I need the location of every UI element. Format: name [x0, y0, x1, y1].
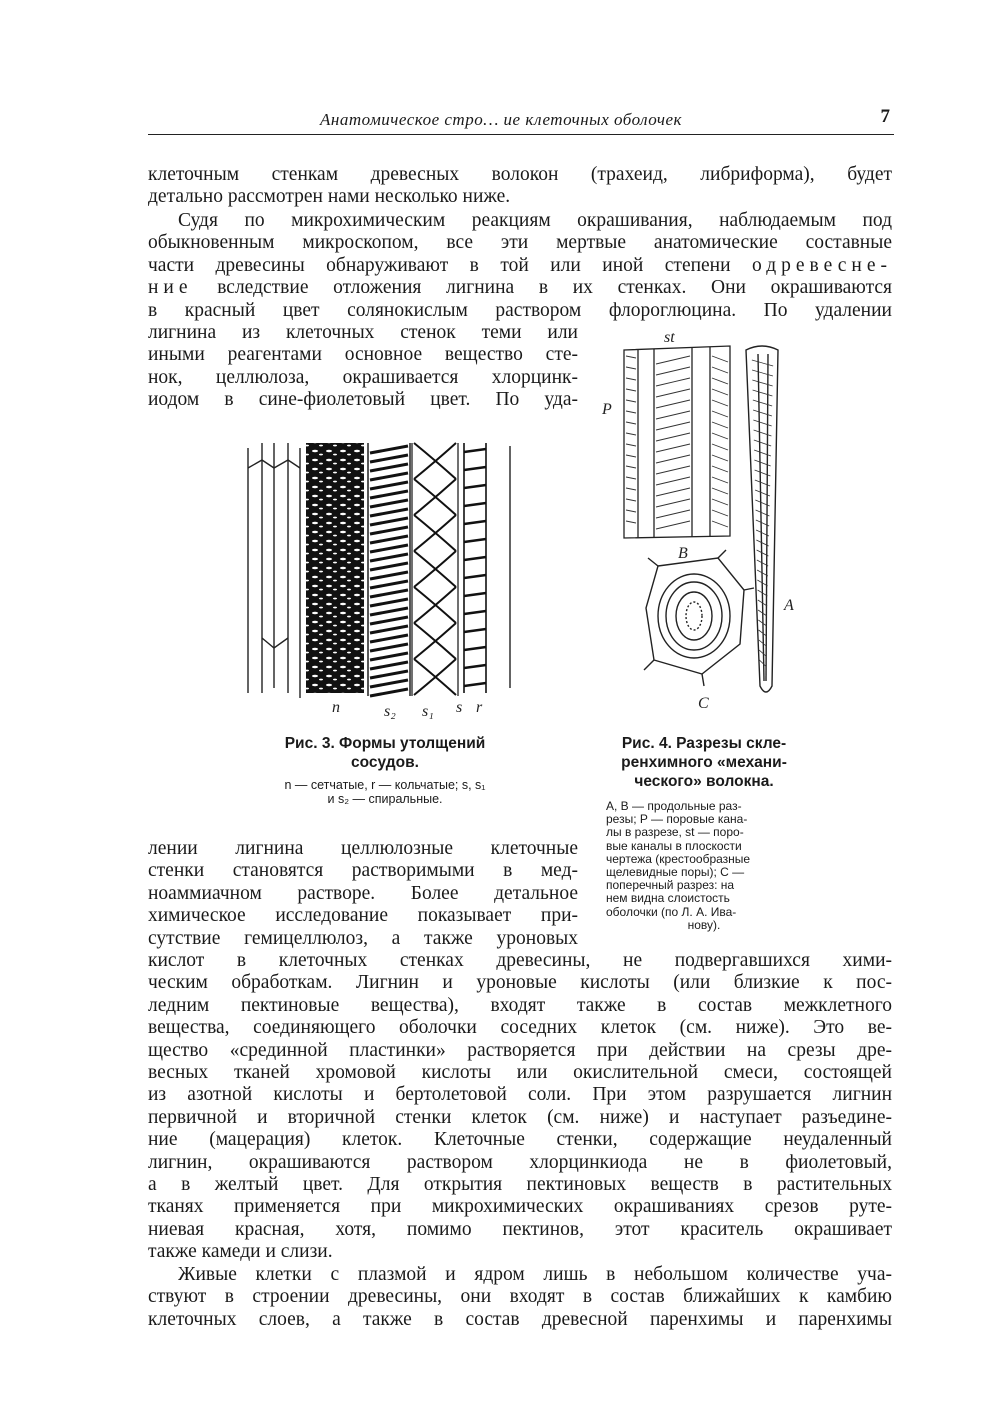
- pore-line: [712, 400, 728, 406]
- text-line: иодом в сине-фиолетовый цвет. По уда-: [148, 389, 578, 411]
- spiral-coil: [370, 617, 408, 624]
- caption-legend-line: n — сетчатые, r — кольчатые; s, s₁: [284, 778, 486, 792]
- paragraph-2-narrow: [148, 322, 578, 412]
- pore-line: [656, 466, 690, 474]
- pore-line: [656, 477, 690, 485]
- fiber-pore: [754, 460, 770, 466]
- caption-legend-line: поперечный разрез: на: [606, 878, 735, 893]
- pore-line: [712, 389, 728, 395]
- fiber-pore: [759, 640, 766, 646]
- text-line: лении лигнина целлюлозные клеточные: [148, 838, 578, 859]
- annular-ring: [464, 683, 486, 686]
- pore-line: [626, 499, 636, 501]
- pore-line: [712, 422, 728, 428]
- pore-line: [656, 444, 690, 452]
- caption-line: ренхимного «механи-: [621, 754, 787, 771]
- text-line: лигнин, окрашиваются раствором хлорцинкиода не в фиолетовый,: [148, 1151, 892, 1173]
- fiber-pore: [753, 390, 773, 396]
- pore-line: [626, 411, 636, 413]
- pore-line: [712, 367, 728, 373]
- annular-ring: [464, 539, 486, 542]
- pore-line: [626, 521, 636, 523]
- text-line: ноаммиачном растворе. Более детальное: [148, 882, 578, 904]
- text-line: детально рассмотрен нами несколько ниже.: [148, 186, 511, 208]
- pore-line: [626, 488, 636, 490]
- text-segment: части древесины обнаруживают в той или иной степени: [148, 254, 731, 276]
- text-line: из азотной кислоты и бертолетовой соли. При этом разрушается лигнин: [148, 1084, 892, 1106]
- pore-line: [626, 510, 636, 512]
- caption-line: сосудов.: [351, 754, 419, 771]
- spiral-coil: [370, 509, 408, 516]
- spiral-coil: [370, 545, 408, 552]
- annular-ring: [464, 647, 486, 650]
- spiral-coil: [370, 653, 408, 660]
- pore-line: [656, 455, 690, 463]
- text-line: [148, 277, 892, 299]
- spiral-coil: [370, 671, 408, 678]
- text-line: ледним пектиновые вещества), входят также в состав межклетного: [148, 994, 892, 1016]
- pore-line: [712, 444, 728, 450]
- pore-line: [712, 378, 728, 384]
- text-segment: вследствие отложения лигнина в их стенках. Они окрашиваются: [217, 277, 892, 299]
- text-line: тканях применяется при микрохимических окрашиваниях срезов руте-: [148, 1196, 892, 1218]
- spiral-coil: [370, 500, 408, 507]
- pore-line: [626, 444, 636, 446]
- paragraph-2: [148, 210, 892, 322]
- pore-line: [626, 356, 636, 358]
- pore-canals: [626, 356, 728, 529]
- pore-line: [656, 499, 690, 507]
- pore-line: [712, 455, 728, 461]
- annular-rings: [464, 449, 486, 686]
- fiber-pore: [753, 410, 772, 416]
- text-line: нок, целлюлоза, окрашивается хлорцинк-: [148, 366, 578, 388]
- page-number: 7: [880, 106, 890, 127]
- pore-line: [626, 455, 636, 457]
- text-line: ние (мацерация) клеток. Клеточные стенки, содержащие неудаленный: [148, 1129, 892, 1151]
- text-line: клеточных слоев, а также в состав древесной паренхимы и паренхимы: [148, 1308, 892, 1330]
- pore-line: [656, 400, 690, 408]
- spiral-coil: [370, 635, 408, 642]
- pore-line: [626, 389, 636, 391]
- pore-line: [626, 378, 636, 380]
- caption-legend-line: A, B — продольные раз-: [606, 799, 742, 813]
- spiral-coil: [370, 590, 408, 597]
- caption-legend-line: чертежа (крестообразные: [606, 851, 751, 866]
- text-line: химическое исследование показывает при-: [148, 905, 578, 927]
- fiber-pore: [753, 400, 772, 406]
- text-line: иными реагентами основное вещество сте-: [148, 344, 578, 366]
- pore-line: [626, 477, 636, 479]
- spiral-coil: [370, 563, 408, 570]
- pore-line: [656, 389, 690, 397]
- pore-line: [656, 521, 690, 529]
- pore-line: [712, 499, 728, 505]
- spiral-coil: [370, 536, 408, 543]
- caption-legend-line: нову).: [687, 917, 721, 932]
- caption-line: Рис. 3. Формы утолщений: [284, 735, 486, 752]
- text-line: первичной и вторичной стенки клеток (см. ниже) и наступает разъедине-: [148, 1106, 892, 1128]
- pore-line: [712, 411, 728, 417]
- annular-ring: [464, 611, 486, 614]
- text-line: клеточным стенкам древесных волокон (трахеид, либриформа), будет: [148, 164, 892, 185]
- caption-line: Рис. 4. Разрезы скле-: [621, 735, 787, 752]
- fiber-pore: [753, 420, 771, 426]
- reticulate-thickening: [306, 443, 364, 693]
- pore-line: [712, 521, 728, 527]
- annular-ring: [464, 467, 486, 470]
- text-line: также камеди и слизи.: [148, 1241, 333, 1263]
- pore-line: [712, 466, 728, 472]
- annular-thickening: [464, 443, 486, 693]
- fiber-pore: [755, 470, 771, 476]
- text-line: стенки становятся растворимыми в мед-: [148, 860, 578, 882]
- pore-line: [626, 433, 636, 435]
- text-line: а в желтый цвет. Для открытия пектиновых веществ в растительных: [148, 1174, 892, 1196]
- cross-section-C: [644, 550, 754, 686]
- label-A: A: [784, 597, 794, 614]
- spiral-coil: [370, 644, 408, 651]
- pore-line: [656, 356, 690, 364]
- fiber-pore: [759, 660, 765, 666]
- label-s1: s₁: [422, 703, 434, 720]
- text-line: ствуют в строении древесины, они входят в состав ближайших к камбию: [148, 1286, 892, 1308]
- label-r: r: [476, 699, 483, 716]
- pore-line: [656, 411, 690, 419]
- annular-ring: [464, 575, 486, 578]
- emphasis-text: одревесне-: [752, 254, 893, 276]
- emphasis-text: ние: [148, 277, 193, 299]
- annular-ring: [464, 665, 486, 668]
- caption-legend-line: оболочки (по Л. А. Ива-: [606, 904, 737, 919]
- spiral-coil: [370, 464, 408, 471]
- pore-line: [656, 422, 690, 430]
- label-s: s: [456, 699, 463, 716]
- spiral-coil: [370, 554, 408, 561]
- text-line: сутствие гемицеллюлоз, а также уроновых: [148, 927, 578, 949]
- pore-line: [712, 356, 728, 362]
- running-title: Анатомическое стро… ие клеточных оболочек: [320, 110, 682, 129]
- text-line: весных тканей хромовой кислоты или окислительной смеси, состоящей: [148, 1062, 892, 1084]
- lattice-coils: [414, 443, 456, 695]
- caption-legend: [606, 800, 802, 932]
- text-line: Живые клетки с плазмой и ядром лишь в небольшом количестве уча-: [178, 1264, 892, 1285]
- label-B: B: [678, 545, 688, 562]
- label-C: C: [698, 695, 709, 712]
- annular-ring: [464, 485, 486, 488]
- pore-line: [626, 400, 636, 402]
- caption-legend: [240, 778, 530, 806]
- spiral-coil: [370, 608, 408, 615]
- figure-3-caption: [240, 734, 530, 806]
- running-head: [148, 104, 894, 135]
- fiber-pore: [759, 650, 766, 656]
- figure-4-caption: [606, 734, 802, 932]
- paragraph-3: [148, 950, 892, 1264]
- fiber-pore: [754, 450, 771, 456]
- text-line: Судя по микрохимическим реакциям окрашивания, наблюдаемым под: [178, 210, 892, 231]
- annular-ring: [464, 557, 486, 560]
- spiral-coil: [370, 473, 408, 480]
- spiral-coil: [370, 446, 408, 453]
- fiber-A: [746, 346, 778, 692]
- figure-3-vessel-thickenings: [240, 438, 530, 723]
- text-line: в красный цвет солянокислым раствором флороглюцина. По удалении: [148, 299, 892, 321]
- spiral-coil: [370, 662, 408, 669]
- text-line: ческим обработкам. Лигнин и уроновые кислоты (или близкие к пос-: [148, 972, 892, 994]
- text-line: кислот в клеточных стенках древесины, не подвергавшихся хими-: [148, 950, 892, 971]
- pore-line: [626, 367, 636, 369]
- text-line: ниевая красная, хотя, помимо пектинов, этот краситель окрашивает: [148, 1218, 892, 1240]
- caption-legend-line: лы в разрезе, st — поро-: [606, 825, 744, 840]
- paragraph-3-narrow: [148, 838, 578, 950]
- spiral-coil: [370, 491, 408, 498]
- spiral-coil: [370, 599, 408, 606]
- spiral-coil: [370, 626, 408, 633]
- pore-line: [656, 378, 690, 386]
- caption-legend-line: и s₂ — спиральные.: [327, 792, 443, 806]
- spiral-coil: [370, 680, 408, 687]
- annular-ring: [464, 503, 486, 506]
- spiral-coil: [370, 527, 408, 534]
- annular-ring: [464, 593, 486, 596]
- label-s2: s₂: [384, 703, 396, 720]
- text-line: лигнина из клеточных стенок теми или: [148, 322, 578, 343]
- spiral-coil: [370, 455, 408, 462]
- spiral-coil: [370, 482, 408, 489]
- paragraph-1: [148, 164, 892, 209]
- pore-line: [656, 367, 690, 375]
- text-line: [148, 255, 892, 277]
- pore-line: [656, 510, 690, 518]
- pore-line: [712, 488, 728, 494]
- longitudinal-section: [624, 346, 730, 538]
- caption-legend-line: щелевидные поры); C —: [606, 865, 745, 880]
- fiber-pore: [754, 440, 771, 446]
- figure-4-sclerenchyma-fiber: [598, 326, 808, 716]
- text-line: вещества, соединяющего оболочки соседних клеток (см. ниже). Это ве-: [148, 1017, 892, 1039]
- label-P: P: [602, 401, 612, 418]
- caption-legend-line: вые каналы в плоскости: [606, 838, 742, 853]
- spiral-coils: [370, 446, 408, 696]
- fiber-pore: [752, 370, 773, 376]
- vessel-outline: [248, 443, 300, 698]
- pore-line: [626, 422, 636, 424]
- label-st: st: [664, 329, 675, 346]
- pore-line: [626, 466, 636, 468]
- text-line: обыкновенным микроскопом, все эти мертвые анатомические составные: [148, 232, 892, 254]
- caption-line: ческого» волокна.: [634, 773, 774, 790]
- text-line: щество «срединной пластинки» растворяется при действии на срезы дре-: [148, 1039, 892, 1061]
- label-n: n: [332, 699, 340, 716]
- fiber-pore: [754, 430, 772, 436]
- fiber-pore: [752, 360, 773, 366]
- spiral-coil: [370, 689, 408, 696]
- spiral-coil: [370, 581, 408, 588]
- annular-ring: [464, 449, 486, 452]
- paragraph-4: [148, 1264, 892, 1331]
- annular-ring: [464, 629, 486, 632]
- annular-ring: [464, 521, 486, 524]
- caption-legend-line: резы; P — поровые кана-: [606, 812, 748, 827]
- caption-legend-line: нем видна слоистость: [606, 891, 730, 906]
- pore-line: [712, 433, 728, 439]
- pore-line: [712, 510, 728, 516]
- spiral-coil: [370, 518, 408, 525]
- pore-line: [656, 488, 690, 496]
- pore-line: [712, 477, 728, 483]
- spiral-coil: [370, 572, 408, 579]
- pore-line: [656, 433, 690, 441]
- fiber-pore: [752, 380, 772, 386]
